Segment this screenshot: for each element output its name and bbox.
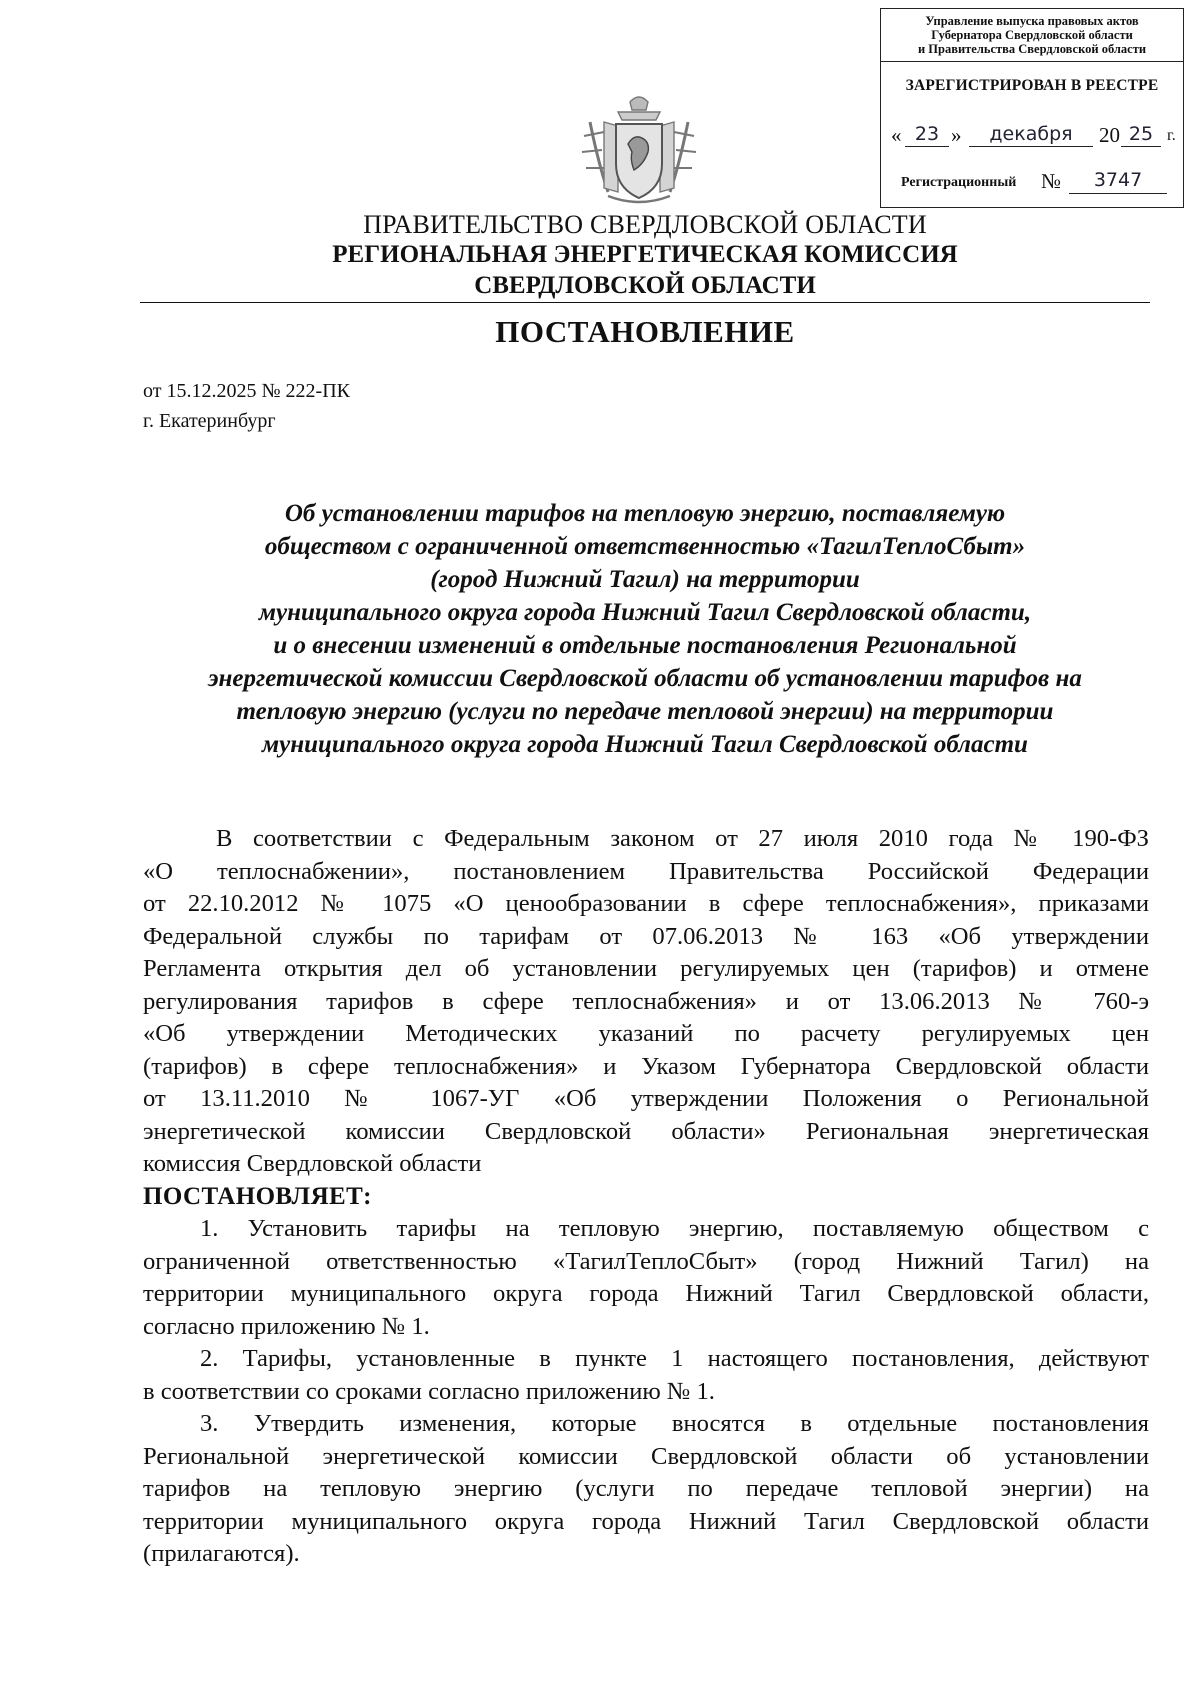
stamp-reg-number-row (901, 169, 1181, 199)
stamp-department (881, 9, 1183, 62)
title-line: (город Нижний Тагил) на территории (430, 566, 860, 593)
preamble-line: комиссия Свердловской области (143, 1150, 482, 1177)
item-3-line: Региональной энергетической комиссии Свердловской области об установлении (143, 1442, 1149, 1470)
item-3-line: (прилагаются). (143, 1540, 300, 1567)
stamp-day: 23 (914, 123, 940, 145)
title-line: Об установлении тарифов на тепловую энергию, поставляемую (284, 500, 1006, 527)
header-divider (140, 302, 1150, 303)
stamp-dept-line: Губернатора Свердловской области (931, 28, 1133, 42)
stamp-year-prefix: 20 (1099, 123, 1120, 147)
title-line: муниципального округа города Нижний Тагил Свердловской области (262, 731, 1028, 758)
title-line: энергетической комиссии Свердловской области об установлении тарифов на (208, 665, 1082, 692)
item-3-line: тарифов на тепловую энергию (услуги по передаче тепловой энергии) на (143, 1475, 1149, 1502)
stamp-reg-label: Регистрационный (901, 175, 1017, 190)
stamp-reg-number: 3747 (1093, 169, 1143, 191)
stamp-dept-line: и Правительства Свердловской области (917, 42, 1147, 56)
preamble-line: «Об утверждении Методических указаний по расчету регулируемых цен (143, 1020, 1149, 1047)
preamble-line: регулирования тарифов в сфере теплоснабжения» и от 13.06.2013 № 760-э (143, 987, 1149, 1015)
item-2-line: в соответствии со сроками согласно приложению № 1. (143, 1377, 715, 1405)
item-1-line: территории муниципального округа города Нижний Тагил Свердловской области, (143, 1280, 1149, 1307)
stamp-day-field (905, 121, 949, 147)
preamble-line: от 22.10.2012 № 1075 «О ценообразовании в сфере теплоснабжения», приказами (143, 890, 1149, 917)
title-line: и о внесении изменений в отдельные постановления Региональной (273, 632, 1017, 659)
document-date-number: от 15.12.2025 № 222-ПК (143, 380, 351, 402)
stamp-quote-open: « (891, 123, 902, 147)
preamble-line: (тарифов) в сфере теплоснабжения» и Указом Губернатора Свердловской области (143, 1052, 1149, 1080)
preamble-line: Регламента открытия дел об установлении регулируемых цен (тарифов) и отмене (143, 955, 1149, 982)
stamp-number-sign: № (1041, 169, 1062, 193)
commission-name-line-2: СВЕРДЛОВСКОЙ ОБЛАСТИ (474, 272, 816, 299)
document-type: ПОСТАНОВЛЕНИЕ (495, 314, 795, 349)
item-1-line: 1. Установить тарифы на тепловую энергию, поставляемую обществом с (200, 1215, 1149, 1242)
preamble-line: В соответствии с Федеральным законом от 27 июля 2010 года № 190-ФЗ (216, 825, 1149, 852)
item-2-line: 2. Тарифы, установленные в пункте 1 настоящего постановления, действуют (200, 1345, 1149, 1372)
preamble-line: «О теплоснабжении», постановлением Правительства Российской Федерации (143, 857, 1149, 885)
stamp-date (891, 121, 1181, 151)
item-1-line: ограниченной ответственностью «ТагилТеплоСбыт» (город Нижний Тагил) на (143, 1247, 1149, 1275)
commission-name-line-1: РЕГИОНАЛЬНАЯ ЭНЕРГЕТИЧЕСКАЯ КОМИССИЯ (332, 241, 958, 268)
item-1-line: согласно приложению № 1. (143, 1312, 430, 1340)
document-title (140, 497, 1150, 761)
title-line: муниципального округа города Нижний Тагил Свердловской области, (258, 599, 1032, 626)
document-body (143, 823, 1149, 1571)
stamp-quote-close: » (951, 123, 962, 147)
stamp-dept-line: Управление выпуска правовых актов (925, 14, 1139, 28)
coat-of-arms-icon (578, 92, 700, 210)
title-line: обществом с ограниченной ответственностью «ТагилТеплоСбыт» (264, 533, 1026, 560)
preamble-line: от 13.11.2010 № 1067-УГ «Об утверждении Положения о Региональной (143, 1085, 1149, 1112)
resolves-heading: ПОСТАНОВЛЯЕТ: (143, 1182, 372, 1210)
registration-stamp (880, 8, 1184, 208)
stamp-number-field (1069, 169, 1167, 194)
item-3-line: 3. Утвердить изменения, которые вносятся в отдельные постановления (200, 1410, 1149, 1437)
government-name: ПРАВИТЕЛЬСТВО СВЕРДЛОВСКОЙ ОБЛАСТИ (363, 210, 927, 239)
title-line: тепловую энергию (услуги по передаче тепловой энергии) на территории (236, 698, 1054, 725)
stamp-month-field (969, 121, 1093, 147)
document-city: г. Екатеринбург (143, 410, 276, 432)
item-3-line: территории муниципального округа города Нижний Тагил Свердловской области (143, 1507, 1149, 1535)
stamp-year-field (1121, 121, 1161, 147)
stamp-registered-label: ЗАРЕГИСТРИРОВАН В РЕЕСТРЕ (905, 77, 1159, 94)
preamble-line: энергетической комиссии Свердловской области» Региональная энергетическая (143, 1117, 1149, 1145)
stamp-year-unit: г. (1167, 127, 1176, 144)
stamp-month: декабря (989, 123, 1073, 145)
stamp-year: 25 (1128, 123, 1154, 145)
preamble-line: Федеральной службы по тарифам от 07.06.2013 № 163 «Об утверждении (143, 922, 1149, 950)
